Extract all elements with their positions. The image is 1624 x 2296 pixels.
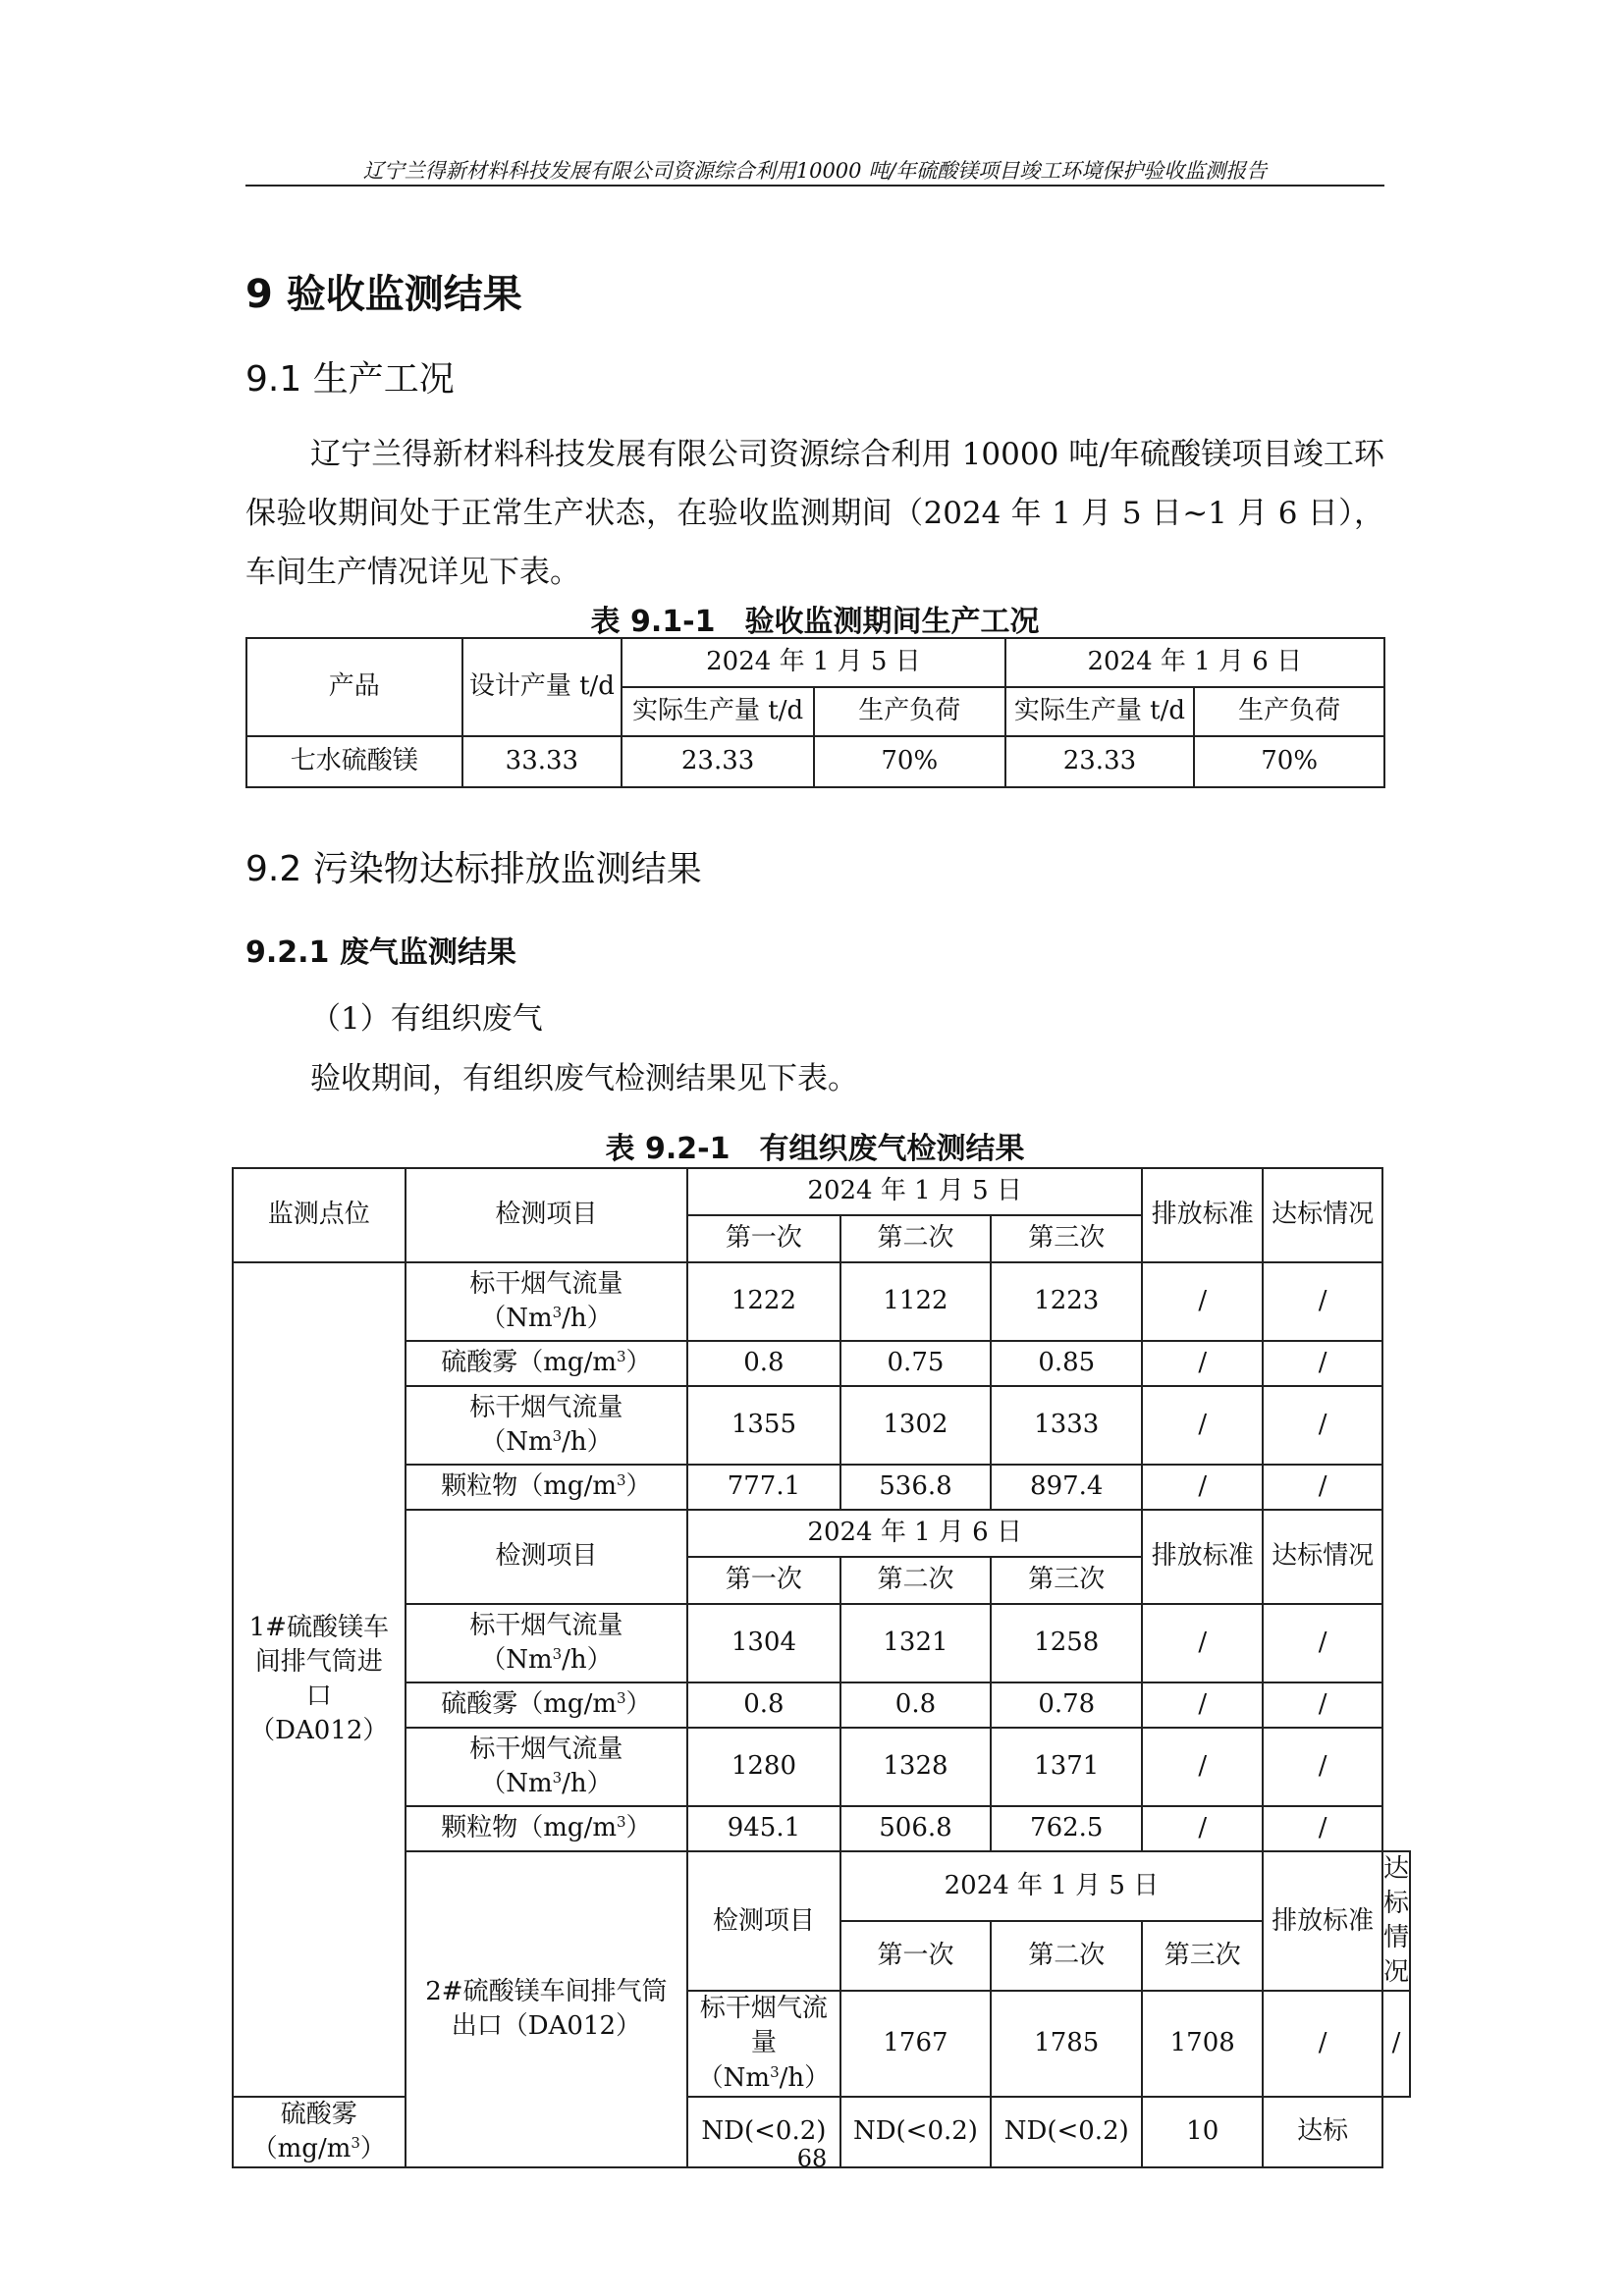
table-cell: / (1142, 1806, 1263, 1851)
table-cell: / (1142, 1465, 1263, 1510)
page-number: 68 (796, 2145, 828, 2172)
table-cell: 0.78 (991, 1682, 1142, 1728)
table-cell: 1355 (687, 1386, 839, 1465)
table-cell: ND(<0.2) (991, 2097, 1142, 2167)
item-flow: 标干烟气流量 （Nm$^3$/h） (406, 1604, 688, 1682)
item-particulate: 颗粒物$(mg/m^3)$ (406, 1806, 688, 1851)
table-cell: / (1263, 1386, 1382, 1465)
subheading-organized-gas: （1）有组织废气 (310, 1001, 543, 1037)
header-compliance: 达标情况 (1382, 1851, 1410, 1991)
table-cell: 762.5 (991, 1806, 1142, 1851)
item-flow: 标干烟气流量 （Nm$^3$/h） (406, 1386, 688, 1465)
table-cell: / (1142, 1728, 1263, 1806)
table-cell: 70% (1194, 736, 1384, 787)
header-actual-output: 实际生产量 t/d (622, 687, 814, 736)
exhaust-gas-table (232, 1167, 1411, 2168)
table-cell: / (1263, 1991, 1382, 2096)
table-caption-9-1-1: 表 9.1-1 验收监测期间生产工况 (590, 605, 1040, 639)
table-cell: ND(<0.2) (687, 2097, 839, 2167)
header-first: 第一次 (687, 1557, 839, 1604)
paragraph-9-2-1: 验收期间，有组织废气检测结果见下表。 (310, 1061, 858, 1096)
table-cell: 506.8 (840, 1806, 992, 1851)
table-cell: 达标 (1263, 2097, 1382, 2167)
header-second: 第二次 (991, 1921, 1142, 1991)
section-title-9: 9 验收监测结果 (245, 272, 522, 317)
header-actual-output: 实际生产量 t/d (1005, 687, 1195, 736)
table-cell: 777.1 (687, 1465, 839, 1510)
table-cell: 1371 (991, 1728, 1142, 1806)
table-cell: 23.33 (622, 736, 814, 787)
header-first: 第一次 (840, 1921, 992, 1991)
table-cell: 897.4 (991, 1465, 1142, 1510)
header-third: 第三次 (991, 1215, 1142, 1262)
table-cell: / (1142, 1262, 1263, 1341)
table-cell: 0.8 (687, 1682, 839, 1728)
table-cell: 0.85 (991, 1341, 1142, 1386)
header-load: 生产负荷 (814, 687, 1005, 736)
header-rule (245, 185, 1384, 187)
table-cell: 1222 (687, 1262, 839, 1341)
item-sulfuric-mist: 硫酸雾$(mg/m^3)$ (406, 1341, 688, 1386)
item-sulfuric-mist: 硫酸雾$(mg/m^3)$ (233, 2097, 406, 2167)
header-test-item: 检测项目 (406, 1510, 688, 1604)
item-flow: 标干烟气流量 （Nm$^3$/h） (406, 1728, 688, 1806)
section-title-9-2-1: 9.2.1 废气监测结果 (245, 935, 516, 970)
table-cell: / (1142, 1386, 1263, 1465)
table-cell: 1785 (991, 1991, 1142, 2096)
running-header: 辽宁兰得新材料科技发展有限公司资源综合利用10000 吨/年硫酸镁项目竣工环境保护验收监测报告 (362, 159, 1268, 183)
item-sulfuric-mist: 硫酸雾$(mg/m^3)$ (406, 1682, 688, 1728)
table-cell: 1122 (840, 1262, 992, 1341)
table-cell: ND(<0.2) (840, 2097, 992, 2167)
header-test-item: 检测项目 (687, 1851, 839, 1991)
header-product: 产品 (246, 638, 462, 736)
header-third: 第三次 (991, 1557, 1142, 1604)
table-cell: 1304 (687, 1604, 839, 1682)
header-compliance: 达标情况 (1263, 1168, 1382, 1262)
table-cell: 0.8 (840, 1682, 992, 1728)
table-cell: 1328 (840, 1728, 992, 1806)
table-cell: / (1263, 1465, 1382, 1510)
header-test-item: 检测项目 (406, 1168, 688, 1262)
header-emission-standard: 排放标准 (1142, 1168, 1263, 1262)
table-cell: 1321 (840, 1604, 992, 1682)
table-cell: 1258 (991, 1604, 1142, 1682)
table-cell: / (1263, 1806, 1382, 1851)
header-second: 第二次 (840, 1557, 992, 1604)
table-cell: 1280 (687, 1728, 839, 1806)
header-first: 第一次 (687, 1215, 839, 1262)
table-cell: 1302 (840, 1386, 992, 1465)
header-third: 第三次 (1142, 1921, 1263, 1991)
table-cell: 70% (814, 736, 1005, 787)
table-caption-9-2-1: 表 9.2-1 有组织废气检测结果 (605, 1132, 1025, 1166)
header-emission-standard: 排放标准 (1142, 1510, 1263, 1604)
table-cell: 1223 (991, 1262, 1142, 1341)
table-cell: 0.75 (840, 1341, 992, 1386)
table-cell: / (1142, 1604, 1263, 1682)
header-monitoring-point: 监测点位 (233, 1168, 406, 1262)
item-flow: 标干烟气流量 （Nm$^3$/h） (687, 1991, 839, 2096)
item-flow: 标干烟气流量 （Nm$^3$/h） (406, 1262, 688, 1341)
table-cell: 0.8 (687, 1341, 839, 1386)
header-date-1: 2024 年 1 月 5 日 (622, 638, 1004, 687)
table-cell: / (1263, 1728, 1382, 1806)
monitoring-point-1: 1#硫酸镁车间排气筒进口（DA012） (233, 1262, 406, 2097)
header-emission-standard: 排放标准 (1263, 1851, 1382, 1991)
table-cell: 1708 (1142, 1991, 1263, 2096)
header-date: 2024 年 1 月 6 日 (687, 1510, 1142, 1557)
table-cell: / (1263, 1604, 1382, 1682)
monitoring-point-2: 2#硫酸镁车间排气筒出口（DA012） (406, 1851, 688, 2167)
table-cell: / (1142, 1682, 1263, 1728)
item-particulate: 颗粒物$(mg/m^3)$ (406, 1465, 688, 1510)
table-cell: 536.8 (840, 1465, 992, 1510)
header-date: 2024 年 1 月 5 日 (687, 1168, 1142, 1215)
header-compliance: 达标情况 (1263, 1510, 1382, 1604)
table-cell: / (1263, 1341, 1382, 1386)
header-second: 第二次 (840, 1215, 992, 1262)
table-cell: / (1263, 1682, 1382, 1728)
table-cell: 七水硫酸镁 (246, 736, 462, 787)
production-table (245, 637, 1385, 788)
header-load: 生产负荷 (1194, 687, 1384, 736)
table-cell: 1767 (840, 1991, 992, 2096)
header-date: 2024 年 1 月 5 日 (840, 1851, 1264, 1921)
table-cell: 1333 (991, 1386, 1142, 1465)
table-cell: 23.33 (1005, 736, 1195, 787)
header-date-2: 2024 年 1 月 6 日 (1005, 638, 1384, 687)
section-title-9-1: 9.1 生产工况 (245, 359, 455, 400)
table-cell: 10 (1142, 2097, 1263, 2167)
paragraph-9-1: 辽宁兰得新材料科技发展有限公司资源综合利用 10000 吨/年硫酸镁项目竣工环保验收期间处于正常生产状态，在验收监测期间（2024 年 1 月 5 日~1 月 6 日），车间生产情况详见下表。 (245, 437, 1384, 590)
section-title-9-2: 9.2 污染物达标排放监测结果 (245, 849, 702, 889)
table-cell: / (1382, 1991, 1410, 2096)
table-cell: 33.33 (462, 736, 623, 787)
table-cell: 945.1 (687, 1806, 839, 1851)
table-cell: / (1263, 1262, 1382, 1341)
table-cell: / (1142, 1341, 1263, 1386)
header-design-output: 设计产量 t/d (462, 638, 623, 736)
